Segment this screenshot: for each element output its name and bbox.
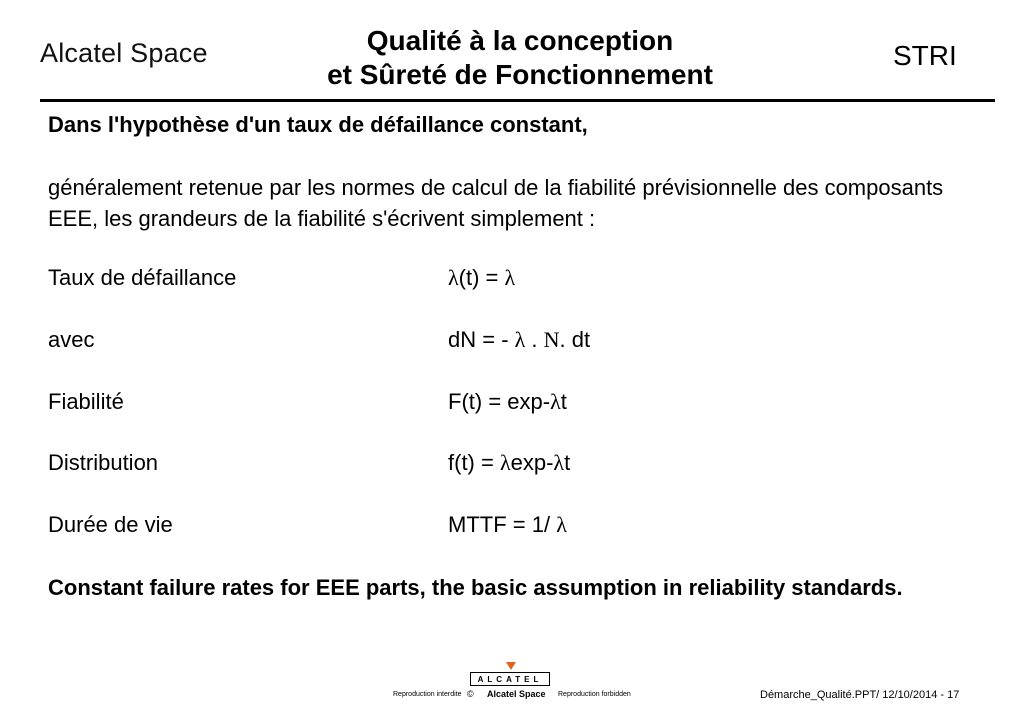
footer-note-left: Reproduction interdite (393, 691, 462, 698)
department-label: STRI (893, 40, 957, 71)
row-label: Distribution (48, 450, 159, 475)
alcatel-space-logo: Alcatel Space (40, 38, 208, 68)
triangle-icon (506, 662, 516, 670)
copyright-symbol: © (467, 689, 474, 699)
row-formula: f(t) = λexp-λt (448, 450, 571, 475)
alcatel-footer-logo (470, 662, 550, 686)
footer-brand: Alcatel Space (487, 689, 546, 699)
intro-paragraph: généralement retenue par les normes de calcul de la fiabilité prévisionnelle des composants EEE, les grandeurs de la fiabilité s'écrivent simplement : (48, 175, 944, 231)
row-label: Durée de vie (48, 512, 173, 537)
brand-box: ALCATEL (470, 672, 550, 686)
footer-note-right: Reproduction forbidden (558, 691, 631, 698)
row-formula: λ(t) = λ (448, 265, 516, 290)
row-formula: MTTF = 1/ λ (448, 512, 567, 537)
formula-row-distribution (48, 450, 968, 480)
row-label: Taux de défaillance (48, 265, 237, 290)
row-formula: F(t) = exp-λt (448, 389, 567, 414)
formula-row-avec (48, 327, 968, 357)
row-label: Fiabilité (48, 389, 124, 414)
intro-heading: Dans l'hypothèse d'un taux de défaillance constant, (48, 112, 588, 137)
formula-row-lifetime (48, 512, 968, 542)
title-line-2: et Sûreté de Fonctionnement (327, 59, 713, 90)
conclusion-text: Constant failure rates for EEE parts, the basic assumption in reliability standards. (48, 575, 903, 600)
title-line-1: Qualité à la conception (366, 25, 674, 56)
header-divider (40, 99, 995, 102)
formula-row-failure-rate (48, 265, 968, 295)
formula-row-reliability (48, 389, 968, 419)
document-reference: Démarche_Qualité.PPT/ 12/10/2014 - 17 (760, 689, 960, 701)
row-label: avec (48, 327, 95, 352)
row-formula: dN = - λ . N. dt (448, 327, 591, 352)
page-title (270, 24, 770, 92)
